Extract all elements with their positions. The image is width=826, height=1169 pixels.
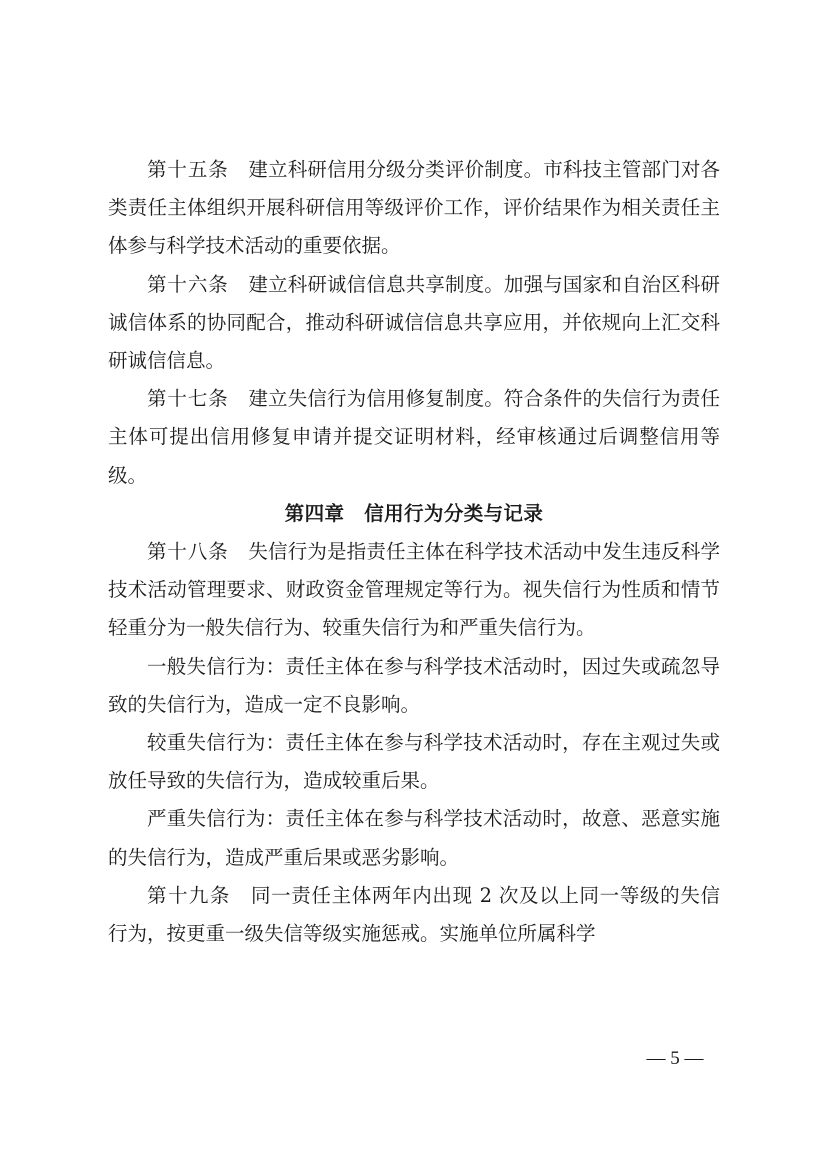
general-dishonesty-paragraph: 一般失信行为：责任主体在参与科学技术活动时，因过失或疏忽导致的失信行为，造成一定不良影响。 bbox=[108, 654, 720, 716]
article-18-lead: 第十八条 bbox=[147, 540, 229, 564]
article-15-text: 建立科研信用分级分类评价制度。市科技主管部门对各类责任主体组织开展科研信用等级评价工作，评价结果作为相关责任主体参与科学技术活动的重要依据。 bbox=[108, 158, 720, 258]
chapter-heading: 第四章 信用行为分类与记录 bbox=[284, 501, 544, 525]
article-19-paragraph bbox=[108, 877, 720, 953]
article-16-paragraph bbox=[108, 266, 720, 381]
article-19-lead: 第十九条 bbox=[147, 883, 231, 907]
article-15-paragraph bbox=[108, 151, 720, 266]
article-16-text: 建立科研诚信信息共享制度。加强与国家和自治区科研诚信体系的协同配合，推动科研诚信信息共享应用，并依规向上汇交科研诚信信息。 bbox=[108, 272, 720, 373]
article-17-paragraph bbox=[108, 380, 720, 495]
article-19-text: 同一责任主体两年内出现 2 次及以上同一等级的失信行为，按更重一级失信等级实施惩戒。实施单位所属科学 bbox=[108, 883, 720, 946]
document-body bbox=[108, 151, 720, 953]
page-number: — 5 — bbox=[646, 1048, 704, 1069]
article-17-lead: 第十七条 bbox=[147, 387, 229, 411]
article-16-lead: 第十六条 bbox=[147, 272, 229, 296]
article-17-text: 建立失信行为信用修复制度。符合条件的失信行为责任主体可提出信用修复申请并提交证明材料，经审核通过后调整信用等级。 bbox=[108, 387, 720, 487]
article-15-lead: 第十五条 bbox=[147, 158, 229, 181]
article-18-paragraph bbox=[108, 533, 720, 648]
article-18-text: 失信行为是指责任主体在科学技术活动中发生违反科学技术活动管理要求、财政资金管理规定等行为。视失信行为性质和情节轻重分为一般失信行为、较重失信行为和严重失信行为。 bbox=[108, 540, 720, 640]
serious-dishonesty-paragraph: 较重失信行为：责任主体在参与科学技术活动时，存在主观过失或放任导致的失信行为，造成较重后果。 bbox=[108, 731, 720, 793]
severe-dishonesty-paragraph: 严重失信行为：责任主体在参与科学技术活动时，故意、恶意实施的失信行为，造成严重后果或恶劣影响。 bbox=[108, 807, 720, 869]
